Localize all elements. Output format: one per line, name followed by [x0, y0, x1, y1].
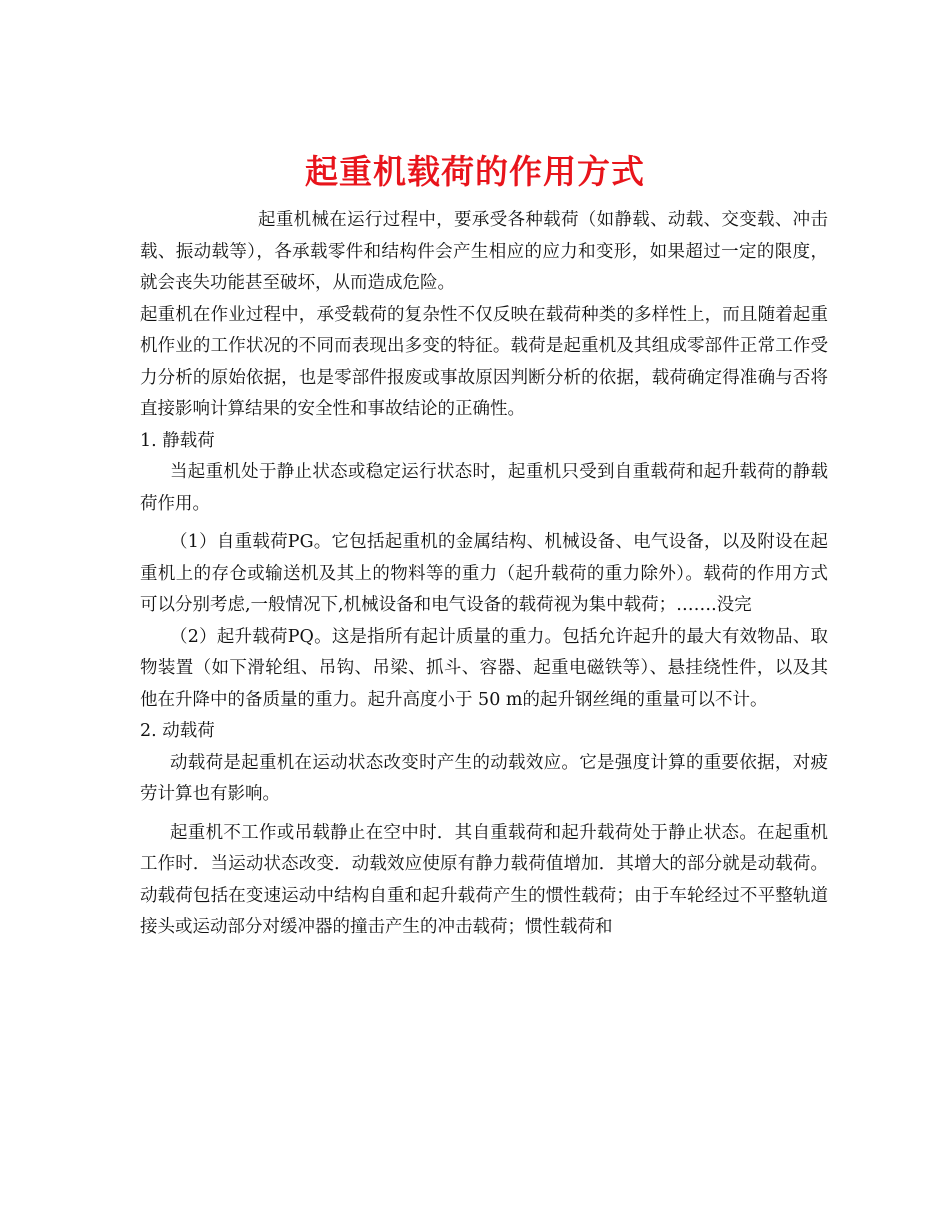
document-body [140, 205, 828, 944]
paragraph-static-load: 当起重机处于静止状态或稳定运行状态时，起重机只受到自重载荷和起升载荷的静载荷作用。 [140, 462, 828, 514]
paragraph-dynamic-load-detail: 起重机不工作或吊载静止在空中时．其自重载荷和起升载荷处于静止状态。在起重机工作时．当运动状态改变．动载效应使原有静力载荷值增加．其增大的部分就是动载荷。动载荷包括在变速运动中结构自重和起升载荷产生的惯性载荷；由于车轮经过不平整轨道接头或运动部分对缓冲器的撞击产生的冲击载荷；惯性载荷和 [140, 822, 828, 937]
section-heading-dynamic-load: 2. 动载荷 [140, 721, 215, 741]
paragraph-intro: 起重机械在运行过程中，要承受各种载荷（如静载、动载、交变载、冲击载、振动载等），各承载零件和结构件会产生相应的应力和变形，如果超过一定的限度，就会丧失功能甚至破坏，从而造成危险。 [140, 210, 828, 293]
paragraph-self-weight-load: （1）自重载荷PG。它包括起重机的金属结构、机械设备、电气设备，以及附设在起重机上的存仓或输送机及其上的物料等的重力（起升载荷的重力除外）。载荷的作用方式可以分别考虑,一般情况下,机械设备和电气设备的载荷视为集中载荷；…….没完 [140, 532, 828, 615]
paragraph-load-complexity: 起重机在作业过程中，承受载荷的复杂性不仅反映在载荷种类的多样性上，而且随着起重机作业的工作状况的不同而表现出多变的特征。载荷是起重机及其组成零部件正常工作受力分析的原始依据，也是零部件报废或事故原因判断分析的依据，载荷确定得准确与否将直接影响计算结果的安全性和事故结论的正确性。 [140, 304, 828, 419]
document-title: 起重机载荷的作用方式 [305, 152, 645, 192]
paragraph-dynamic-load: 动载荷是起重机在运动状态改变时产生的动载效应。它是强度计算的重要依据，对疲劳计算也有影响。 [140, 752, 828, 804]
section-heading-static-load: 1. 静载荷 [140, 430, 215, 451]
paragraph-lifting-load: （2）起升载荷PQ。这是指所有起计质量的重力。包括允许起升的最大有效物品、取物装置（如下滑轮组、吊钩、吊梁、抓斗、容器、起重电磁铁等）、悬挂绕性件，以及其他在升降中的备质量的重力。起升高度小于 50 m的起升钢丝绳的重量可以不计。 [140, 626, 828, 710]
